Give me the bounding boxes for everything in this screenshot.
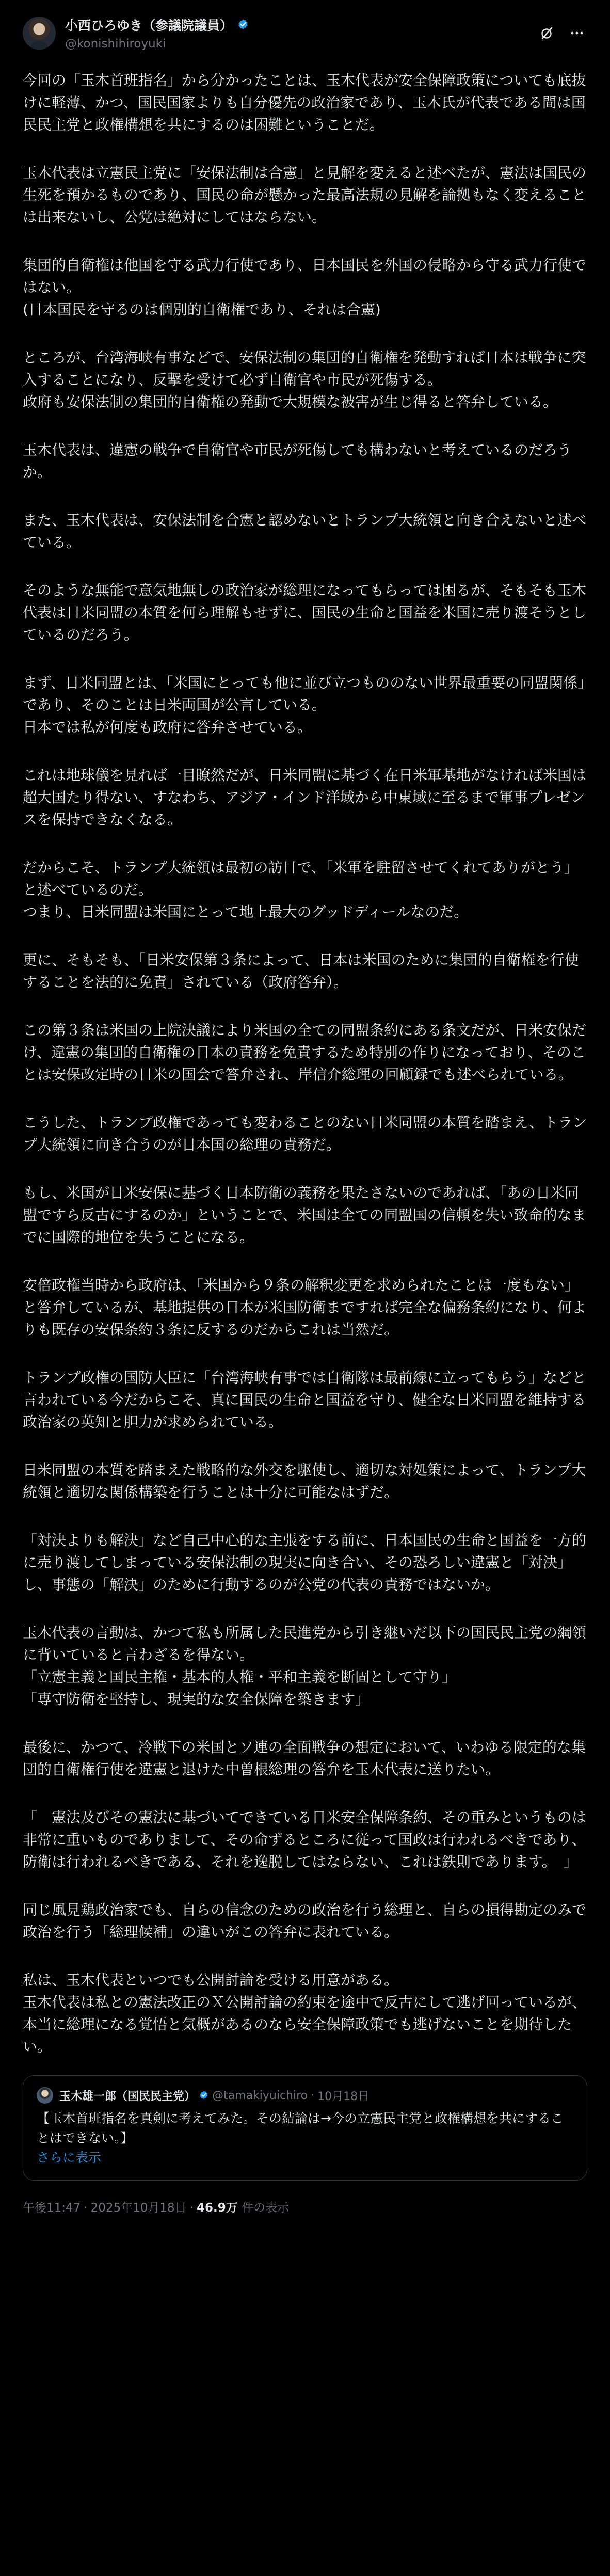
- author-names: [65, 15, 540, 51]
- verified-badge-icon: [237, 19, 249, 31]
- post-paragraph: だからこそ、トランプ大統領は最初の訪日で、「米軍を駐留させてくれてありがとう」と述べているのだ。 つまり、日米同盟は米国にとって地上最大のグッドディールなのだ。: [23, 859, 579, 920]
- post-paragraph: こうした、トランプ政権であっても変わることのない日米同盟の本質を踏まえ、トランプ大統領に向き合うのが日本国の総理の責務だ。: [23, 1114, 587, 1153]
- author-handle[interactable]: @konishihiroyuki: [65, 37, 166, 51]
- post-paragraph: 玉木代表は、違憲の戦争で自衛官や市民が死傷しても構わないと考えているのだろうか。: [23, 441, 572, 481]
- post-paragraph: 私は、玉木代表といつでも公開討論を受ける用意がある。 玉木代表は私との憲法改正のＸ公開討論の約束を途中で反古にして逃げ回っているが、本当に総理になる覚悟と気概があるのなら安全保障政策でも逃げないことを期待したい。: [23, 1971, 587, 2055]
- quoted-post-text: 【玉木首班指名を真剣に考えてみた。その結論は→今の立憲民主党と政権構想を共にすることはできない。】: [37, 2111, 564, 2145]
- separator-dot: ·: [189, 2201, 194, 2215]
- post-paragraph: 最後に、かつて、冷戦下の米国とソ連の全面戦争の想定において、いわゆる限定的な集団的自衛権行使を違憲と退けた中曽根総理の答弁を玉木代表に送りたい。: [23, 1739, 586, 1778]
- show-more-link[interactable]: さらに表示: [37, 2150, 102, 2165]
- post-paragraph: まず、日米同盟とは、「米国にとっても他に並び立つもののない世界最重要の同盟関係」であり、そのことは日米両国が公言している。 日本では私が何度も政府に答弁させている。: [23, 674, 585, 736]
- separator-dot: ·: [84, 2201, 88, 2215]
- post-paragraph: この第３条は米国の上院決議により米国の全ての同盟条約にある条文だが、日米安保だけ、違憲の集団的自衛権の日本の責務を免責するため特別の作りになっており、そのことは安保改定時の日米の国会で答弁され、岸信介総理の回顧録でも述べられている。: [23, 1022, 587, 1083]
- author-avatar[interactable]: [23, 17, 56, 50]
- post-paragraph: そのような無能で意気地無しの政治家が総理になってもらっては困るが、そもそも玉木代表は日米同盟の本質を何ら理解もせずに、国民の生命と国益を米国に売り渡そうとしているのだろう。: [23, 582, 587, 643]
- post-time[interactable]: 午後11:47: [23, 2201, 81, 2215]
- post-paragraph: 玉木代表は立憲民主党に「安保法制は合憲」と見解を変えると述べたが、憲法は国民の生死を預かるものであり、国民の命が懸かった最高法規の見解を論拠もなく変えることは出来ないし、公党は絶対にしてはならない。: [23, 164, 587, 226]
- post-paragraph: 今回の「玉木首班指名」から分かったことは、玉木代表が安全保障政策についても底抜けに軽薄、かつ、国民国家よりも自分優先の政治家であり、玉木氏が代表である間は国民民主党と政権構想を共にするのは困難ということだ。: [23, 72, 586, 133]
- quoted-post-date: 10月18日: [317, 2090, 370, 2103]
- post-paragraph: ところが、台湾海峡有事などで、安保法制の集団的自衛権を発動すれば日本は戦争に突入することになり、反撃を受けて必ず自衛官や市民が死傷する。 政府も安保法制の集団的自衛権の発動で大規模な被害が生じ得ると答弁している。: [23, 349, 586, 410]
- quoted-author-avatar: [37, 2087, 53, 2104]
- post-paragraph: 集団的自衛権は他国を守る武力行使であり、日本国民を外国の侵略から守る武力行使ではない。 (日本国民を守るのは個別的自衛権であり、それは合憲): [23, 257, 587, 318]
- post-paragraph: これは地球儀を見れば一目瞭然だが、日米同盟に基づく在日米軍基地がなければ米国は超大国たり得ない、すなわち、アジア・インド洋域から中東域に至るまで軍事プレゼンスを保持できなくなる。: [23, 767, 587, 828]
- grok-icon[interactable]: [540, 26, 554, 40]
- post-paragraph: 日米同盟の本質を踏まえた戦略的な外交を駆使し、適切な対処策によって、トランプ大統領と適切な関係構築を行うことは十分に可能なはずだ。: [23, 1461, 586, 1501]
- post-paragraph: もし、米国が日米安保に基づく日本防衛の義務を果たさないのであれば、「あの日米同盟ですら反古にするのか」ということで、米国は全ての同盟国の信頼を失い致命的なまでに国際的地位を失うことになる。: [23, 1184, 586, 1246]
- author-display-name[interactable]: 小西ひろゆき（参議院議員）: [65, 18, 233, 33]
- verified-badge-icon: [199, 2090, 209, 2101]
- post-paragraph: また、玉木代表は、安保法制を合憲と認めないとトランプ大統領と向き合えないと述べている。: [23, 512, 587, 551]
- post-paragraph: 更に、そもそも、「日米安保第３条によって、日本は米国のために集団的自衛権を行使することを法的に免責」されている（政府答弁）。: [23, 951, 579, 991]
- post-paragraph: トランプ政権の国防大臣に「台湾海峡有事では自衛隊は最前線に立ってもらう」などと言われている今だからこそ、真に国民の生命と国益を守り、健全な日米同盟を維持する政治家の英知と胆力が求められている。: [23, 1369, 587, 1430]
- more-options-icon[interactable]: [570, 26, 584, 40]
- post-paragraph: 玉木代表の言動は、かつて私も所属した民進党から引き継いだ以下の国民民主党の綱領に背いていると言わざるを得ない。 「立憲主義と国民主権・基本的人権・平和主義を断固として守り」 「専守防衛を堅持し、現実的な安全保障を築きます」: [23, 1624, 587, 1708]
- post-paragraph: 「対決よりも解決」など自己中心的な主張をする前に、日本国民の生命と国益を一方的に売り渡してしまっている安保法制の現実に向き合い、その恐ろしい違憲と「対決」し、事態の「解決」のために行動するのが公党の代表の責務ではないか。: [23, 1532, 587, 1593]
- separator-dot: ·: [311, 2089, 315, 2102]
- view-count: 46.9万: [197, 2201, 238, 2215]
- view-count-label: 件の表示: [242, 2201, 290, 2215]
- post-paragraph: 同じ風見鶏政治家でも、自らの信念のための政治を行う総理と、自らの損得勘定のみで政治を行う「総理候補」の違いがこの答弁に表れている。: [23, 1901, 587, 1941]
- post-body: [23, 69, 587, 2058]
- author-name-row: [65, 15, 540, 34]
- post-meta: [23, 2198, 587, 2215]
- post-paragraph: 「 憲法及びその憲法に基づいてできている日米安全保障条約、その重みというものは非常に重いものでありまして、その命ずるところに従って国政は行われるべきであり、防衛は行われるべきである、それを逸脱してはならない、これは鉄則であります。 」: [23, 1809, 587, 1870]
- quoted-post[interactable]: [23, 2075, 587, 2181]
- quoted-post-header: [37, 2087, 573, 2104]
- post-header: [23, 10, 587, 56]
- post-date[interactable]: 2025年10月18日: [90, 2201, 187, 2215]
- quoted-author-name: 玉木雄一郎（国民民主党）: [59, 2090, 196, 2103]
- post-paragraph: 安倍政権当時から政府は、「米国から９条の解釈変更を求められたことは一度もない」と答弁しているが、基地提供の日本が米国防衛まですれば完全な偏務条約になり、何よりも既存の安保条約３条に反するのだからこれは当然だ。: [23, 1277, 587, 1338]
- quoted-author-handle: @tamakiyuichiro: [212, 2089, 308, 2102]
- header-actions: [540, 26, 584, 40]
